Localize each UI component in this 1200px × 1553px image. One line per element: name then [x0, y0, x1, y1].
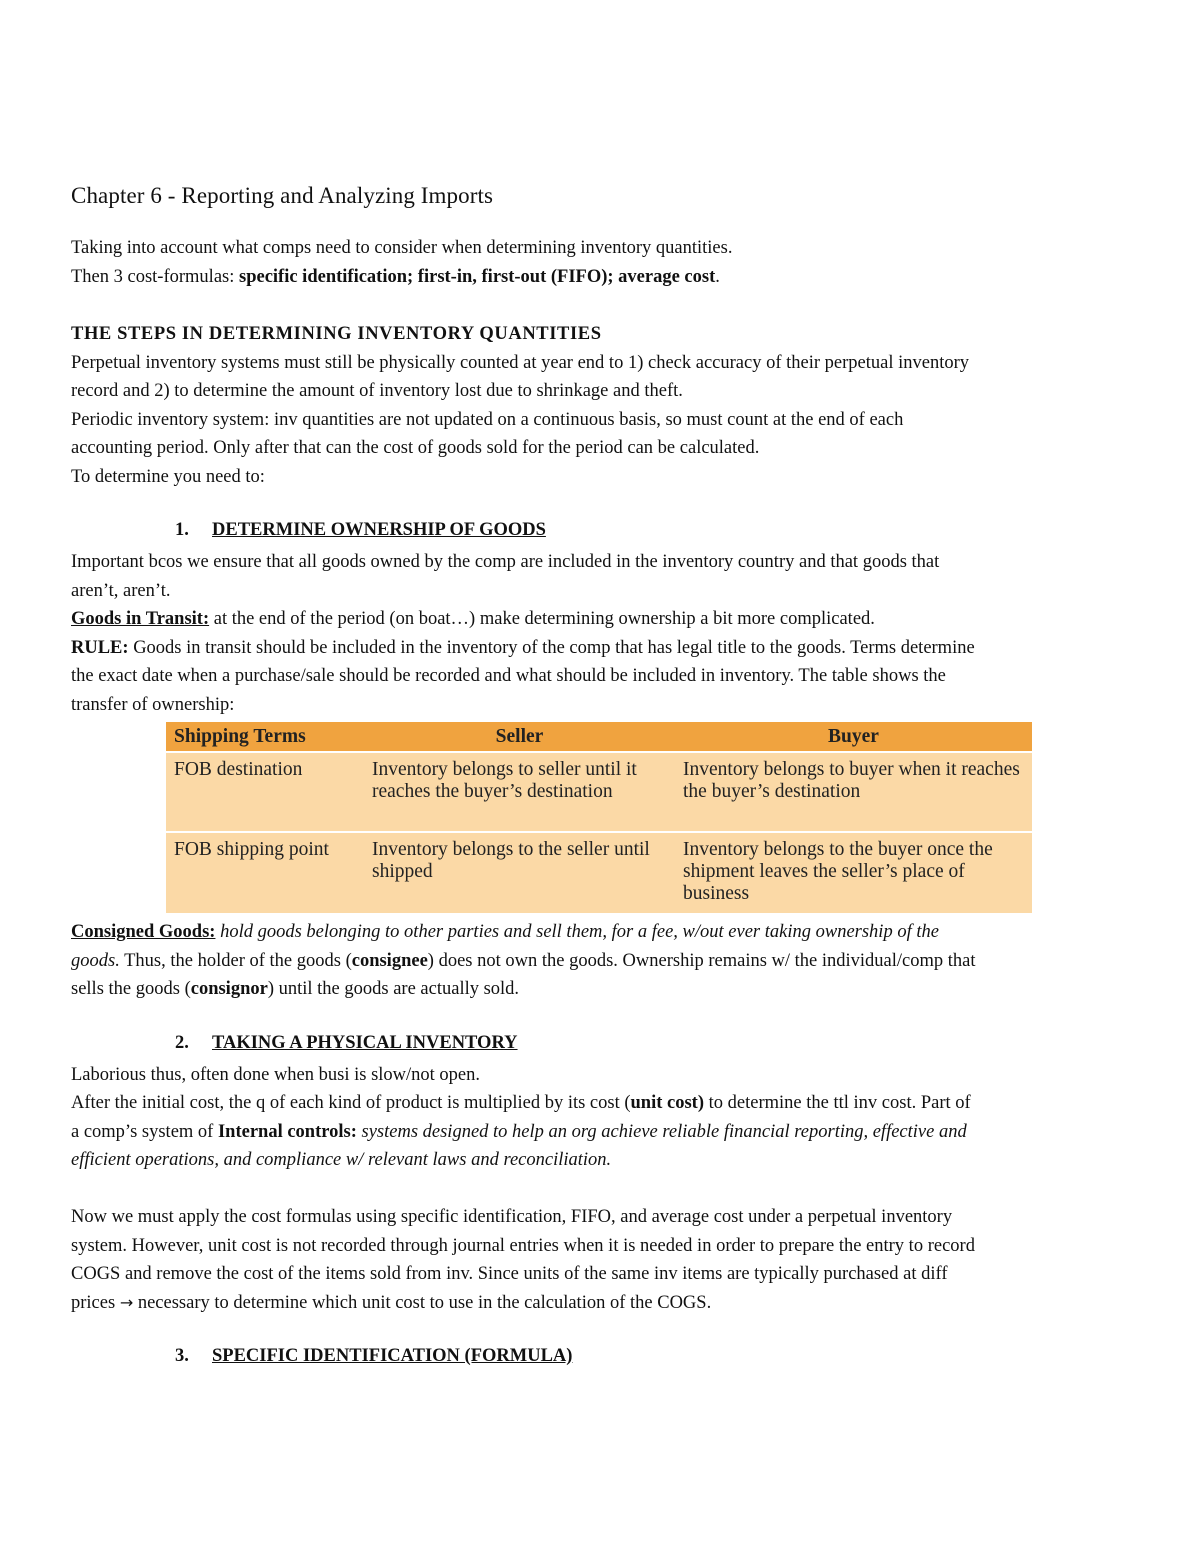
consigned-text-b: ) does not own the goods. Ownership remains w/ the individual/comp that	[427, 951, 976, 971]
table-header-row	[166, 722, 1032, 752]
intro-suffix: .	[715, 267, 720, 287]
cost-formulas-prefix: prices	[71, 1293, 120, 1313]
ownership-line-1: Important bcos we ensure that all goods owned by the comp are included in the inventory country and that goods that	[71, 552, 940, 572]
rule-line-3: transfer of ownership:	[71, 695, 235, 715]
cost-formulas-list: specific identification; first-in, first-out (FIFO); average cost	[239, 267, 716, 287]
rule-line-2: the exact date when a purchase/sale should be recorded and what should be included in inventory. The table shows the	[71, 666, 946, 686]
unit-cost-term: unit cost)	[630, 1093, 705, 1113]
cell-buyer: Inventory belongs to the buyer once the shipment leaves the seller’s place of business	[675, 832, 1032, 913]
rule-label: RULE:	[71, 638, 129, 658]
shipping-terms-table	[166, 722, 1032, 913]
goods-in-transit-label: Goods in Transit:	[71, 609, 210, 629]
section-1-heading	[175, 520, 546, 541]
cell-terms: FOB destination	[166, 752, 364, 832]
intro-line-2	[71, 263, 1129, 292]
section-1-number: 1.	[175, 520, 189, 540]
right-arrow-icon: →	[119, 1293, 134, 1312]
section-1-title: DETERMINE OWNERSHIP OF GOODS	[212, 520, 546, 540]
consigned-text-c: sells the goods (	[71, 979, 191, 999]
cell-terms: FOB shipping point	[166, 832, 364, 913]
physical-inventory-line-4	[71, 1146, 1129, 1175]
consignor-term: consignor	[190, 979, 268, 999]
rule-line-1	[71, 634, 1129, 663]
ownership-line-2: aren’t, aren’t.	[71, 581, 171, 601]
consigned-definition: hold goods belonging to other parties and sell them, for a fee, w/out ever taking ownership of the	[215, 922, 939, 942]
consigned-line-1	[71, 918, 1129, 947]
perpetual-line-1: Perpetual inventory systems must still be physically counted at year end to 1) check accuracy of their perpetual inventory	[71, 353, 969, 373]
goods-in-transit-text: at the end of the period (on boat…) make determining ownership a bit more complicated.	[209, 609, 875, 629]
section-3-title: SPECIFIC IDENTIFICATION (FORMULA)	[212, 1346, 573, 1366]
consigned-line-2	[71, 947, 1129, 976]
cell-seller: Inventory belongs to seller until it reaches the buyer’s destination	[364, 752, 675, 832]
cell-buyer: Inventory belongs to buyer when it reaches the buyer’s destination	[675, 752, 1032, 832]
section-2-title: TAKING A PHYSICAL INVENTORY	[212, 1033, 518, 1053]
consigned-definition-end: goods.	[71, 951, 120, 971]
goods-in-transit	[71, 605, 1129, 634]
internal-controls-prefix: a comp’s system of	[71, 1122, 218, 1142]
section-2-number: 2.	[175, 1033, 189, 1053]
internal-controls-definition: systems designed to help an org achieve reliable financial reporting, effective and	[356, 1122, 967, 1142]
header-seller: Seller	[364, 722, 675, 752]
table-row	[166, 752, 1032, 832]
consigned-line-3	[71, 975, 1129, 1004]
periodic-line-1: Periodic inventory system: inv quantities are not updated on a continuous basis, so must count at the end of each	[71, 410, 904, 430]
table-row	[166, 832, 1032, 913]
cost-formulas-line-3: COGS and remove the cost of the items sold from inv. Since units of the same inv items are typically purchased at diff	[71, 1264, 948, 1284]
rule-text: Goods in transit should be included in the inventory of the comp that has legal title to the goods. Terms determine	[128, 638, 975, 658]
cost-formulas-suffix: necessary to determine which unit cost to use in the calculation of the COGS.	[133, 1293, 712, 1313]
physical-inventory-line-1: Laborious thus, often done when busi is slow/not open.	[71, 1065, 481, 1085]
section-3-number: 3.	[175, 1346, 189, 1366]
cell-seller: Inventory belongs to the seller until shipped	[364, 832, 675, 913]
physical-inventory-line-3	[71, 1118, 1129, 1147]
internal-controls-term: Internal controls:	[217, 1122, 357, 1142]
unit-cost-text-b: to determine the ttl inv cost. Part of	[704, 1093, 971, 1113]
section-2-heading	[175, 1033, 518, 1054]
consigned-goods-label: Consigned Goods:	[71, 922, 216, 942]
page-title: Chapter 6 - Reporting and Analyzing Imports	[71, 183, 494, 208]
header-buyer: Buyer	[675, 722, 1032, 752]
cost-formulas-line-4	[71, 1289, 1129, 1318]
intro-line-1: Taking into account what comps need to consider when determining inventory quantities.	[71, 238, 733, 258]
intro-prefix: Then 3 cost-formulas:	[71, 267, 239, 287]
consignee-term: consignee	[351, 951, 428, 971]
consigned-text-d: ) until the goods are actually sold.	[267, 979, 520, 999]
steps-heading: THE STEPS IN DETERMINING INVENTORY QUANTITIES	[71, 324, 602, 344]
cost-formulas-line-2: system. However, unit cost is not recorded through journal entries when it is needed in order to prepare the entry to record	[71, 1236, 975, 1256]
section-3-heading	[175, 1346, 572, 1367]
perpetual-line-2: record and 2) to determine the amount of inventory lost due to shrinkage and theft.	[71, 381, 683, 401]
consigned-text-a: Thus, the holder of the goods (	[119, 951, 352, 971]
unit-cost-text-a: After the initial cost, the q of each kind of product is multiplied by its cost (	[71, 1093, 631, 1113]
cost-formulas-line-1: Now we must apply the cost formulas using specific identification, FIFO, and average cost under a perpetual inventory	[71, 1207, 953, 1227]
physical-inventory-line-2	[71, 1089, 1129, 1118]
internal-controls-definition-end: efficient operations, and compliance w/ relevant laws and reconciliation.	[71, 1150, 612, 1170]
determine-intro: To determine you need to:	[71, 467, 265, 487]
header-shipping-terms: Shipping Terms	[166, 722, 364, 752]
periodic-line-2: accounting period. Only after that can the cost of goods sold for the period can be calculated.	[71, 438, 760, 458]
